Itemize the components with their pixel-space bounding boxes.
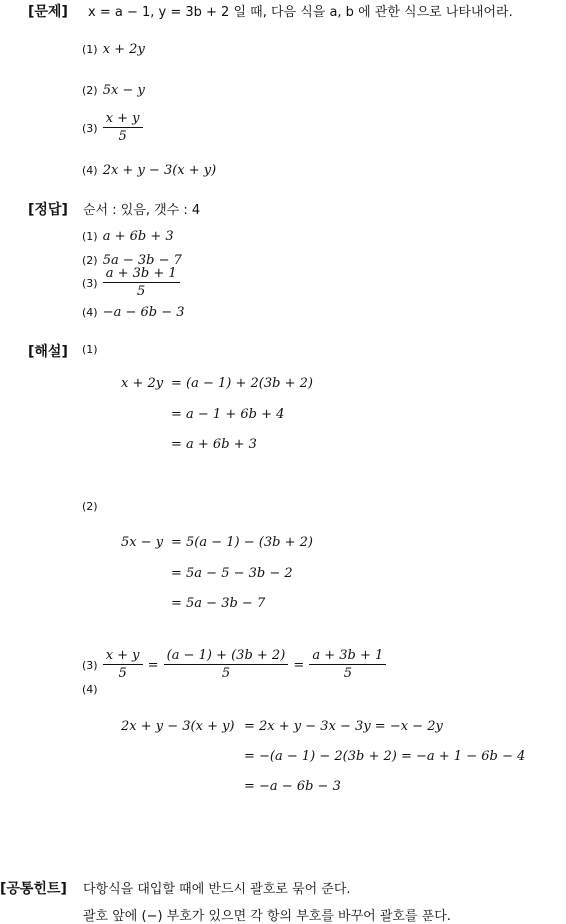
solution-part1-line: = (a − 1) + 2(3b + 2)	[171, 376, 313, 391]
fraction	[103, 648, 143, 681]
hint-tag: [공통힌트]	[0, 881, 67, 897]
problem-item-1	[82, 38, 145, 57]
answer-order-info: 순서 : 있음, 갯수 : 4	[83, 203, 201, 218]
solution-part1-line: = a + 6b + 3	[171, 437, 257, 452]
problem-item-2	[82, 79, 145, 98]
fraction	[103, 266, 180, 299]
fraction-numerator: (a − 1) + (3b + 2)	[164, 648, 289, 665]
solution-part2-line: = 5a − 3b − 7	[171, 596, 266, 611]
item-number: (2)	[82, 84, 98, 97]
item-expression: 5a − 3b − 7	[102, 253, 182, 268]
item-expression: a + 6b + 3	[102, 229, 174, 244]
fraction-numerator: x + y	[103, 111, 143, 128]
solution-part1-number: (1)	[82, 343, 98, 356]
problem-statement-text: x = a − 1, y = 3b + 2 일 때, 다음 식을 a, b 에 관한 식으로 나타내어라.	[88, 5, 513, 20]
item-expression: x + 2y	[102, 42, 145, 57]
answer-item-1	[82, 225, 174, 244]
solution-tag: [해설]	[28, 344, 68, 360]
item-expression: −a − 6b − 3	[102, 305, 185, 320]
item-number: (3)	[82, 659, 98, 672]
item-number: (1)	[82, 43, 98, 56]
fraction-numerator: a + 3b + 1	[309, 648, 386, 665]
solution-part2-lhs: 5x − y	[121, 535, 164, 550]
problem-item-3	[82, 111, 143, 144]
fraction-denominator: 5	[118, 666, 127, 681]
answer-item-4	[82, 301, 185, 320]
equals-sign: =	[147, 658, 159, 673]
solution-part2-line: = 5(a − 1) − (3b + 2)	[171, 535, 313, 550]
problem-tag: [문제]	[28, 4, 68, 20]
item-number: (3)	[82, 122, 98, 135]
problem-statement	[88, 1, 513, 20]
solution-part3	[82, 648, 386, 681]
fraction-denominator: 5	[137, 284, 146, 299]
solution-part1-line: = a − 1 + 6b + 4	[171, 407, 285, 422]
solution-part4-number: (4)	[82, 683, 98, 696]
hint-line-1: 다항식을 대입할 때에 반드시 괄호로 묶어 준다.	[83, 882, 351, 897]
solution-part2-line: = 5a − 5 − 3b − 2	[171, 566, 293, 581]
item-expression: 2x + y − 3(x + y)	[102, 163, 217, 178]
problem-item-4	[82, 159, 216, 178]
solution-part4-line: = −a − 6b − 3	[244, 779, 341, 794]
fraction-denominator: 5	[343, 666, 352, 681]
item-number: (4)	[82, 306, 98, 319]
fraction	[164, 648, 289, 681]
fraction-denominator: 5	[221, 666, 231, 681]
fraction	[103, 111, 143, 144]
fraction-numerator: a + 3b + 1	[103, 266, 180, 283]
item-expression: 5x − y	[102, 83, 145, 98]
item-number: (1)	[82, 230, 98, 243]
answer-item-3	[82, 266, 180, 299]
equals-sign: =	[293, 658, 305, 673]
answer-tag: [정답]	[28, 202, 68, 218]
solution-part4-line: = −(a − 1) − 2(3b + 2) = −a + 1 − 6b − 4	[244, 749, 526, 764]
fraction-numerator: x + y	[103, 648, 143, 665]
solution-part4-line: = 2x + y − 3x − 3y = −x − 2y	[244, 719, 443, 734]
item-number: (3)	[82, 277, 98, 290]
fraction-denominator: 5	[118, 129, 127, 144]
solution-part2-number: (2)	[82, 500, 98, 513]
item-number: (4)	[82, 164, 98, 177]
item-number: (2)	[82, 254, 98, 267]
hint-line-2: 괄호 앞에 (−) 부호가 있으면 각 항의 부호를 바꾸어 괄호를 푼다.	[83, 909, 451, 924]
solution-part4-lhs: 2x + y − 3(x + y)	[121, 719, 235, 734]
fraction	[309, 648, 386, 681]
solution-part1-lhs: x + 2y	[121, 376, 164, 391]
